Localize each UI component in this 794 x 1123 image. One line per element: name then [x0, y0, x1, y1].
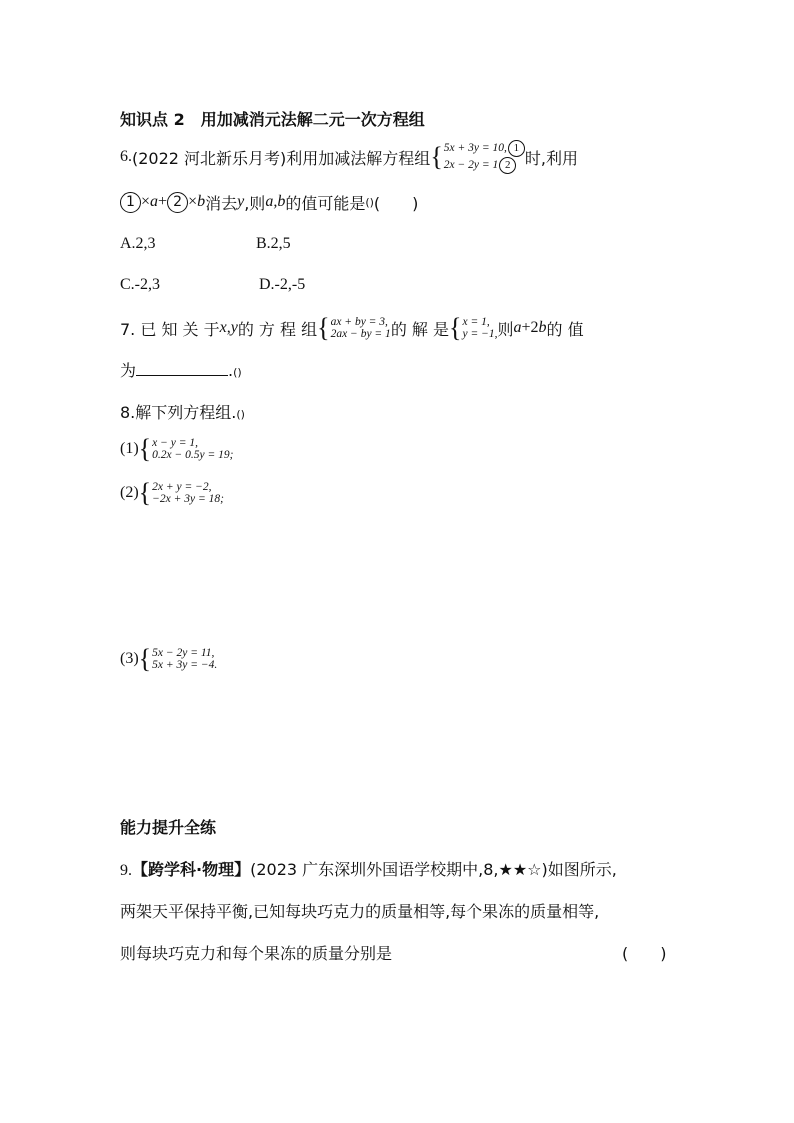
plus-two: +2	[521, 319, 539, 336]
multiply-sign: ×	[188, 193, 198, 210]
brace-icon: {	[138, 643, 152, 674]
section-title: 知识点 2 用加减消元法解二元一次方程组	[120, 110, 425, 129]
question-text: 的 解 是	[390, 319, 449, 339]
question-text: 如图所示,	[547, 860, 617, 879]
brace-icon: {	[138, 433, 152, 464]
question-text: 8.解下列方程组.	[120, 403, 237, 422]
section-title: 能力提升全练	[120, 818, 217, 837]
question-7-line-1	[120, 311, 584, 345]
option-b[interactable]: B.2,5	[256, 235, 291, 252]
solution-system	[449, 312, 498, 343]
equation-system	[138, 477, 224, 508]
equation-1: 5x + 3y = 10,	[443, 142, 507, 154]
option-a[interactable]: A.2,3	[120, 235, 156, 252]
variable-b: b	[197, 193, 206, 210]
subject-tag: 【跨学科·物理】	[132, 860, 251, 879]
answer-blank[interactable]: ( )	[622, 944, 667, 963]
question-text: 的值可能是	[285, 193, 366, 213]
question-source: (2022 河北新乐月考)	[132, 148, 287, 168]
question-8-part-1	[120, 433, 233, 465]
question-number: 6.	[120, 148, 132, 165]
answer-blank[interactable]	[136, 361, 228, 376]
question-8-part-3	[120, 643, 217, 675]
equation-system	[138, 433, 234, 464]
small-paren: ()	[233, 366, 242, 379]
equation-system	[317, 312, 391, 343]
question-6-line-2	[120, 189, 418, 215]
question-7-line-2	[120, 358, 242, 381]
part-label: (3)	[120, 650, 139, 667]
period: .	[228, 361, 234, 380]
question-source: (2023 广东深圳外国语学校期中,8,★★☆)	[250, 860, 548, 879]
plus-sign: +	[158, 193, 168, 210]
equation-2: 2ax − by = 1	[330, 328, 391, 340]
equation-1: 2x + y = −2,	[152, 481, 212, 493]
variable-a: a	[150, 193, 159, 210]
question-text: ,则	[244, 193, 266, 213]
question-8-part-2	[120, 477, 224, 509]
part-label: (1)	[120, 440, 139, 457]
circled-number-icon: 2	[499, 157, 516, 174]
equation-1: 5x − 2y = 11,	[152, 647, 215, 659]
question-text: 时,利用	[524, 148, 578, 168]
brace-icon: {	[430, 141, 443, 172]
question-text: 为	[120, 361, 137, 380]
question-9-line-3: 则每块巧克力和每个果冻的质量分别是	[120, 944, 393, 963]
equation-1: ax + by = 3,	[330, 316, 388, 328]
circled-number-icon: 2	[167, 192, 188, 213]
multiply-sign: ×	[141, 193, 151, 210]
solution-2: y = −1,	[462, 328, 498, 340]
question-text: 的 方 程 组	[237, 319, 318, 339]
circled-number-icon: 1	[508, 140, 525, 157]
variable-y: y	[237, 193, 245, 210]
question-text: 的 值	[546, 319, 584, 339]
small-paren: ()	[236, 408, 245, 421]
variable-a: a	[513, 319, 522, 336]
small-paren: ()	[365, 195, 374, 209]
part-label: (2)	[120, 484, 139, 501]
question-6-line-1	[120, 140, 578, 174]
brace-icon: {	[449, 312, 462, 343]
question-8-title	[120, 400, 245, 423]
variables-ab: a,b	[265, 193, 286, 210]
question-text: 7. 已 知 关 于	[120, 319, 220, 339]
question-text: 消去	[205, 193, 238, 213]
equation-2: 0.2x − 0.5y = 19;	[152, 449, 234, 461]
answer-blank[interactable]: ( )	[373, 193, 419, 213]
equation-2: 2x − 2y = 1	[443, 159, 499, 171]
variable-b: b	[538, 319, 547, 336]
brace-icon: {	[317, 312, 330, 343]
equation-system	[430, 140, 525, 174]
option-c[interactable]: C.-2,3	[120, 276, 160, 293]
brace-icon: {	[138, 477, 152, 508]
question-text: 利用加减法解方程组	[286, 148, 431, 168]
equation-2: 5x + 3y = −4.	[152, 659, 218, 671]
option-d[interactable]: D.-2,-5	[259, 276, 306, 293]
question-number: 9.	[120, 862, 132, 879]
question-9-line-1	[120, 857, 617, 880]
equation-2: −2x + 3y = 18;	[152, 493, 224, 505]
solution-1: x = 1,	[462, 316, 490, 328]
variables-xy: x,y	[219, 319, 238, 336]
circled-number-icon: 1	[120, 192, 141, 213]
question-text: 则	[497, 319, 514, 339]
equation-1: x − y = 1,	[152, 437, 198, 449]
equation-system	[138, 643, 218, 674]
question-9-line-2: 两架天平保持平衡,已知每块巧克力的质量相等,每个果冻的质量相等,	[120, 902, 600, 921]
